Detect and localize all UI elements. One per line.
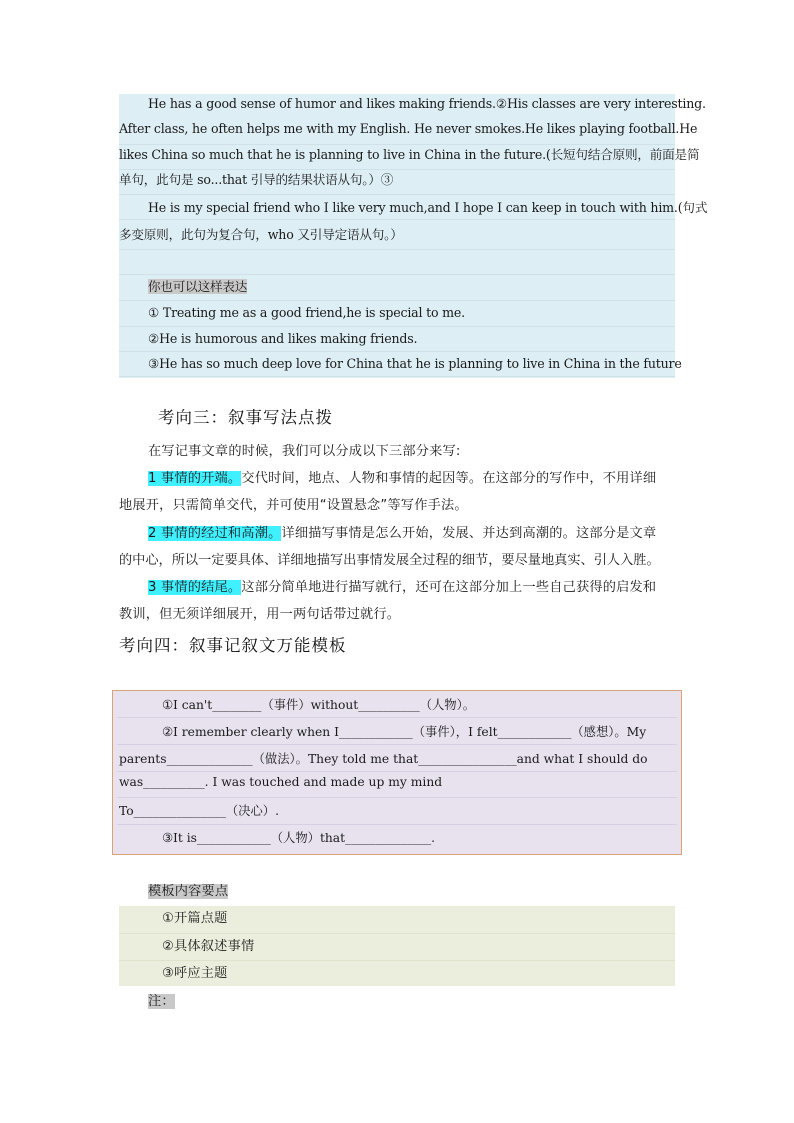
step-1-line: [148, 467, 656, 486]
alt-title-text: 你也可以这样表达: [148, 279, 248, 294]
step-2-text: 详细描写事情是怎么开始，发展、并达到高潮的。这部分是文章: [281, 526, 657, 541]
template-line: ①I can't________（事件）without__________（人物）。: [162, 698, 476, 712]
row-divider: [119, 960, 675, 961]
template-line: ③It is____________（人物）that______________.: [162, 831, 436, 845]
key-point-item: ③呼应主题: [162, 966, 228, 981]
step-2-label: 2 事情的经过和高潮。: [148, 526, 282, 541]
step-3-cont: 教训，但无须详细展开，用一两句话带过就行。: [119, 607, 401, 622]
alt-expression-title: [148, 274, 247, 300]
step-1-text: 交代时间，地点、人物和事情的起因等。在这部分的写作中，不用详细: [241, 471, 657, 486]
text-line: After class, he often helps me with my English. He never smokes.He likes playing football.He: [119, 121, 698, 136]
text-line: 单句，此句是 so...that 引导的结果状语从句。）③: [119, 172, 394, 187]
template-line: parents______________（做法）。They told me that________________and what I should do: [119, 752, 648, 766]
text-line: 多变原则，此句为复合句，who 又引导定语从句。）: [119, 227, 403, 242]
step-2-line: [148, 522, 656, 541]
text-line: He is my special friend who I like very much,and I hope I can keep in touch with him.(句式: [148, 200, 708, 215]
text-line: He has a good sense of humor and likes making friends.②His classes are very interesting.: [148, 96, 706, 111]
note-text: 注：: [148, 994, 175, 1009]
template-line: was__________. I was touched and made up my mind: [119, 775, 443, 789]
step-2-cont: 的中心，所以一定要具体、详细地描写出事情发展全过程的细节，要尽量地真实、引人入胜。: [119, 553, 660, 568]
row-divider: [117, 771, 677, 772]
key-points-title-text: 模板内容要点: [148, 884, 229, 899]
step-3-text: 这部分简单地进行描写就行，还可在这部分加上一些自己获得的启发和: [241, 580, 657, 595]
step-3-label: 3 事情的结尾。: [148, 580, 242, 595]
intro-text: 在写记事文章的时候，我们可以分成以下三部分来写:: [148, 444, 461, 459]
example-paragraph-line: [148, 195, 707, 221]
template-line: To_______________（决心）.: [119, 804, 279, 818]
step-1-label: 1 事情的开端。: [148, 471, 242, 486]
row-divider: [117, 744, 677, 745]
alt-expression-list: [148, 300, 682, 377]
example-paragraph-lines: [119, 116, 699, 193]
alt-item: ②He is humorous and likes making friends.: [148, 330, 418, 346]
note-label: [148, 990, 175, 1009]
step-3-line: [148, 576, 656, 595]
row-divider: [117, 824, 677, 825]
text-line: likes China so much that he is planning to live in China in the future.(长短句结合原则，前面是简: [119, 146, 700, 162]
alt-item: ③He has so much deep love for China that he is planning to live in China in the future: [148, 356, 682, 371]
step-1-cont: 地展开，只需简单交代，并可使用“设置悬念”等写作手法。: [119, 498, 468, 513]
example-paragraph-line: [148, 91, 706, 117]
row-divider: [119, 933, 675, 934]
key-point-item: ②具体叙述事情: [162, 939, 255, 954]
section-heading: 考向四：叙事记叙文万能模板: [119, 636, 347, 655]
example-paragraph-line: [119, 222, 403, 248]
key-points-title: [148, 880, 228, 899]
section-heading: 考向三：叙事写法点拨: [158, 408, 333, 427]
template-line: ②I remember clearly when I____________（事件），I felt____________（感想）。My: [162, 725, 647, 739]
key-point-item: ①开篇点题: [162, 911, 228, 926]
row-divider: [117, 717, 677, 718]
alt-item: ① Treating me as a good friend,he is special to me.: [148, 305, 465, 320]
row-divider: [119, 249, 675, 275]
row-divider: [117, 797, 677, 798]
